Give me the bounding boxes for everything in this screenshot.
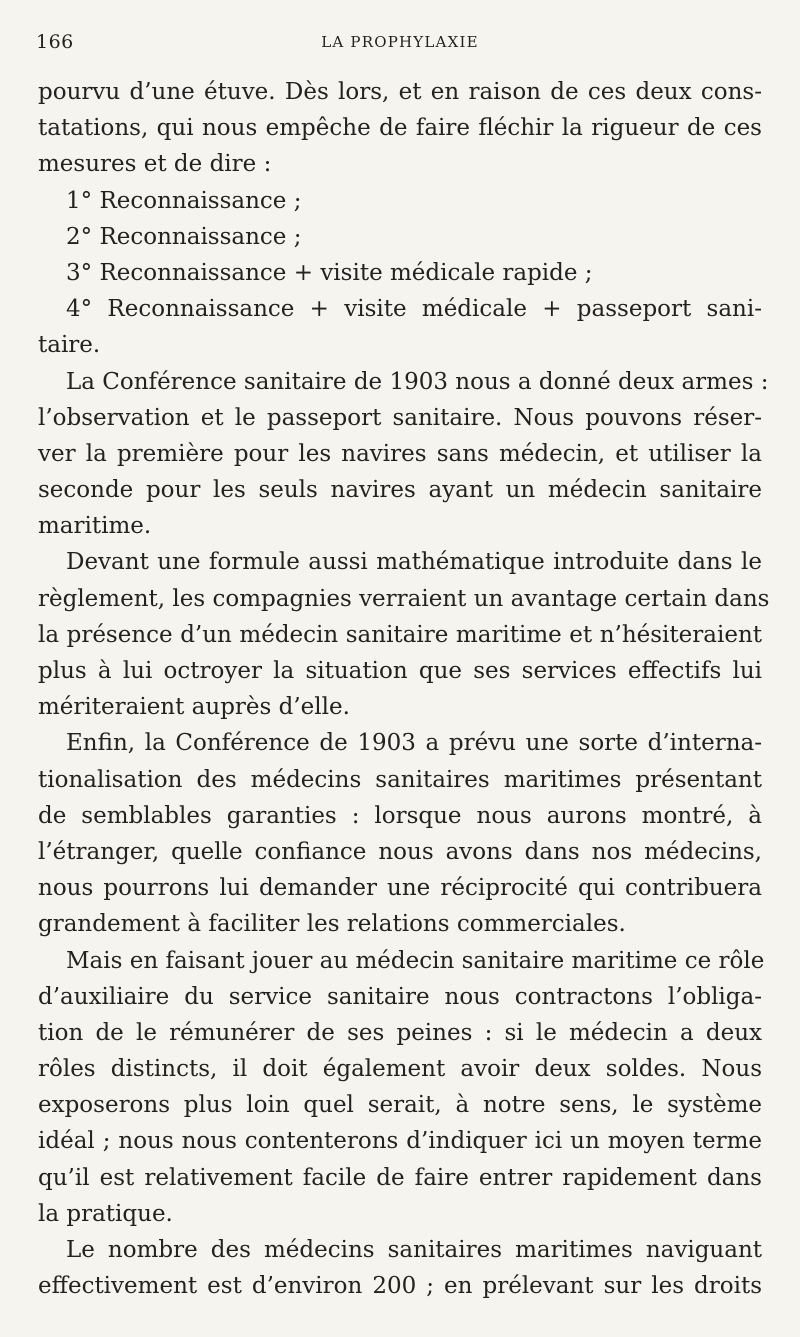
text-line: tatations, qui nous empêche de faire fléchir la rigueur de ces [38, 115, 762, 142]
text-line: maritime. [38, 513, 152, 540]
paragraph-first-line: Le nombre des médecins sanitaires maritimes naviguant [66, 1237, 762, 1263]
text-line: idéal ; nous nous contenterons d’indiquer ici un moyen terme [38, 1128, 762, 1155]
text-line: effectivement est d’environ 200 ; en prélevant sur les droits [38, 1273, 762, 1300]
text-line: tionalisation des médecins sanitaires maritimes présentant [38, 766, 762, 793]
paragraph-first-line: Mais en faisant jouer au médecin sanitaire maritime ce rôle [66, 947, 765, 974]
text-line: l’observation et le passeport sanitaire. Nous pouvons réser- [38, 404, 762, 431]
text-line: rôles distincts, il doit également avoir deux soldes. Nous [38, 1056, 762, 1083]
text-line: taire. [38, 332, 101, 359]
paragraph-first-line: La Conférence sanitaire de 1903 nous a donné deux armes : [66, 368, 769, 395]
text-line: exposerons plus loin quel serait, à notre sens, le système [38, 1092, 762, 1119]
running-head [36, 31, 764, 57]
list-item: 1° Reconnaissance ; [66, 187, 302, 214]
running-title: LA PROPHYLAXIE [321, 33, 479, 51]
text-line: plus à lui octroyer la situation que ses services effectifs lui [38, 658, 762, 684]
text-line: pourvu d’une étuve. Dès lors, et en raison de ces deux cons- [38, 79, 762, 105]
text-line: ver la première pour les navires sans médecin, et utiliser la [38, 440, 762, 467]
text-line: seconde pour les seuls navires ayant un médecin sanitaire [38, 477, 762, 504]
text-line: l’étranger, quelle confiance nous avons dans nos médecins, [38, 838, 762, 865]
paragraph-first-line: Enfin, la Conférence de 1903 a prévu une sorte d’interna- [66, 730, 762, 757]
text-line: mesures et de dire : [38, 151, 272, 178]
body-text [38, 74, 770, 1304]
paragraph-first-line: Devant une formule aussi mathématique introduite dans le [66, 549, 762, 576]
text-line: grandement à faciliter les relations commerciales. [38, 911, 626, 938]
page-number: 166 [36, 31, 74, 53]
text-line: la présence d’un médecin sanitaire maritime et n’hésiteraient [38, 621, 762, 648]
text-line: nous pourrons lui demander une réciprocité qui contribuera [38, 875, 762, 902]
text-line: qu’il est relativement facile de faire entrer rapidement dans [38, 1164, 762, 1191]
text-line: de semblables garanties : lorsque nous aurons montré, à [38, 802, 762, 829]
text-line: d’auxiliaire du service sanitaire nous contractons l’obliga- [38, 983, 762, 1010]
text-line: règlement, les compagnies verraient un avantage certain dans [38, 585, 770, 612]
list-item: 3° Reconnaissance + visite médicale rapide ; [66, 259, 593, 286]
text-line: mériteraient auprès d’elle. [38, 694, 350, 721]
text-line: tion de le rémunérer de ses peines : si le médecin a deux [38, 1019, 762, 1046]
text-line: la pratique. [38, 1200, 173, 1227]
list-item: 4° Reconnaissance + visite médicale + passeport sani- [66, 296, 762, 323]
list-item: 2° Reconnaissance ; [66, 223, 302, 250]
